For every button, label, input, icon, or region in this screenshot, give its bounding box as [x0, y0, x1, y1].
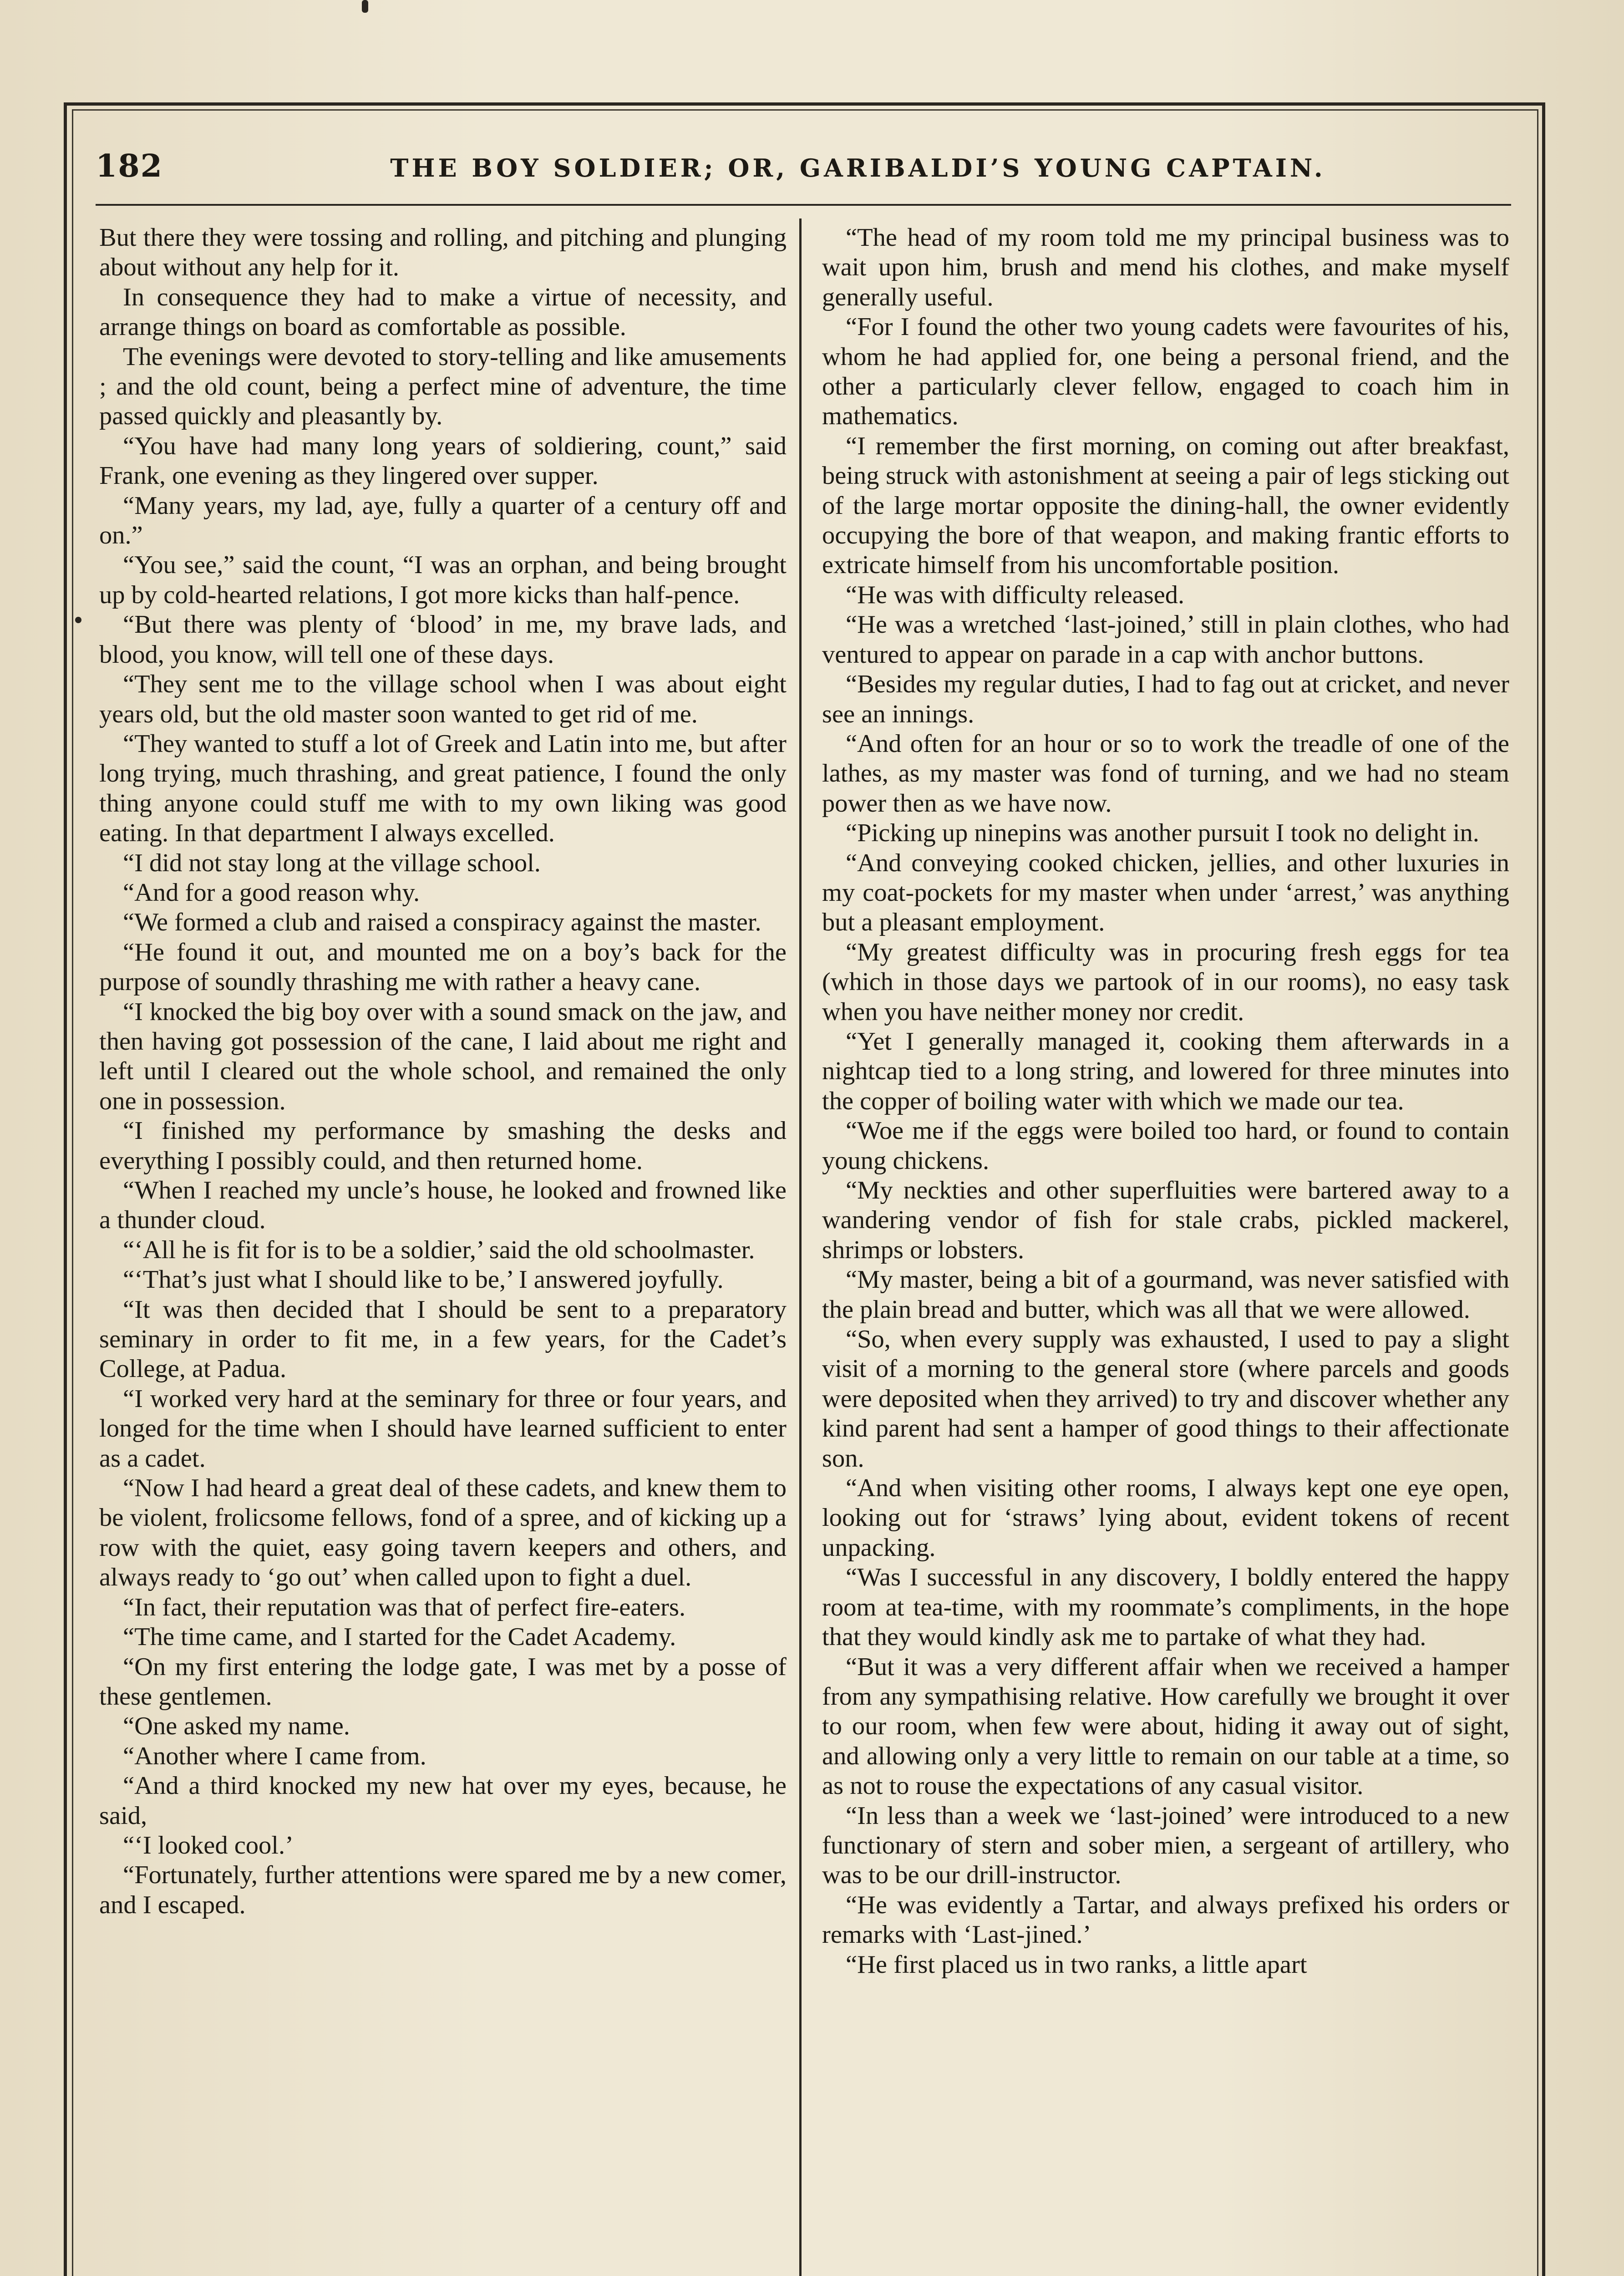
paragraph: “My neckties and other superfluities were bartered away to a wandering vendor of fish for stale crabs, pickled mackerel, shrimps or lobsters.	[822, 1176, 1509, 1264]
paragraph: “Besides my regular duties, I had to fag out at cricket, and never see an innings.	[822, 670, 1509, 728]
paragraph: “Many years, my lad, aye, fully a quarter of a century off and on.”	[99, 491, 787, 550]
paragraph: “And when visiting other rooms, I always kept one eye open, looking out for ‘straws’ lying about, evident tokens of recent unpacking.	[822, 1474, 1509, 1562]
paragraph: “But there was plenty of ‘blood’ in me, my brave lads, and blood, you know, will tell one of these days.	[99, 610, 787, 669]
paragraph: “And a third knocked my new hat over my eyes, because, he said,	[99, 1772, 787, 1830]
paragraph: But there they were tossing and rolling, and pitching and plunging about without any help for it.	[99, 224, 787, 282]
paragraph: “My greatest difficulty was in procuring fresh eggs for tea (which in those days we partook of in our rooms), no easy task when you have neither money nor credit.	[822, 938, 1509, 1026]
paragraph: “I finished my performance by smashing the desks and everything I possibly could, and then returned home.	[99, 1117, 787, 1175]
left-column	[99, 223, 787, 2276]
paragraph: “He was with difficulty released.	[846, 580, 1185, 609]
paragraph: “I remember the first morning, on coming out after breakfast, being struck with astonishment at seeing a pair of legs sticking out of the large mortar opposite the dining-hall, the owner evidently occupying the bore of that weapon, and making frantic efforts to extricate himself from his uncomfortable position.	[822, 432, 1509, 579]
paragraph: The evenings were devoted to story-telling and like amusements ; and the old count, being a perfect mine of adventure, the time passed quickly and pleasantly by.	[99, 342, 787, 431]
paragraph: “Was I successful in any discovery, I boldly entered the happy room at tea-time, with my roommate’s compliments, in the hope that they would kindly ask me to partake of what they had.	[822, 1563, 1509, 1651]
paragraph: “One asked my name.	[123, 1712, 350, 1741]
paragraph: “In less than a week we ‘last-joined’ were introduced to a new functionary of stern and sober mien, a sergeant of artillery, who was to be our drill-instructor.	[822, 1801, 1509, 1890]
paragraph: “‘I looked cool.’	[123, 1831, 294, 1859]
paragraph: “‘That’s just what I should like to be,’ I answered joyfully.	[123, 1265, 724, 1294]
paragraph: In consequence they had to make a virtue of necessity, and arrange things on board as comfortable as possible.	[99, 283, 787, 341]
paragraph: “For I found the other two young cadets were favourites of his, whom he had applied for, one being a personal friend, and the other a particularly clever fellow, engaged to coach him in mathematics.	[822, 313, 1509, 431]
paragraph: “When I reached my uncle’s house, he looked and frowned like a thunder cloud.	[99, 1176, 787, 1235]
paragraph: “You see,” said the count, “I was an orphan, and being brought up by cold-hearted relations, I got more kicks than half-pence.	[99, 551, 787, 609]
paragraph: “In fact, their reputation was that of perfect fire-eaters.	[123, 1593, 686, 1621]
paragraph: “And often for an hour or so to work the treadle of one of the lathes, as my master was fond of turning, and we had no steam power then as we have now.	[822, 729, 1509, 818]
paragraph: “So, when every supply was exhausted, I used to pay a slight visit of a morning to the general store (where parcels and goods were deposited when they arrived) to try and discover whether any kind parent had sent a hamper of good things to their affectionate son.	[822, 1325, 1509, 1473]
paragraph: “It was then decided that I should be sent to a preparatory seminary in order to fit me, in a few years, for the Cadet’s College, at Padua.	[99, 1295, 787, 1383]
paragraph: “I worked very hard at the seminary for three or four years, and longed for the time when I should have learned sufficient to enter as a cadet.	[99, 1384, 787, 1473]
paragraph: “He first placed us in two ranks, a little apart	[846, 1950, 1307, 1979]
paragraph: “And conveying cooked chicken, jellies, and other luxuries in my coat-pockets for my master when under ‘arrest,’ was anything but a pleasant employment.	[822, 848, 1509, 937]
paragraph: “‘All he is fit for is to be a soldier,’ said the old schoolmaster.	[123, 1235, 755, 1264]
paragraph: “On my first entering the lodge gate, I was met by a posse of these gentlemen.	[99, 1652, 787, 1711]
paragraph: “Another where I came from.	[123, 1742, 426, 1770]
page-number: 182	[96, 148, 163, 184]
paragraph: “I did not stay long at the village school.	[123, 848, 541, 877]
paragraph: “Woe me if the eggs were boiled too hard, or found to contain young chickens.	[822, 1117, 1509, 1175]
paragraph: “We formed a club and raised a conspiracy against the master.	[123, 908, 761, 937]
paragraph: “Picking up ninepins was another pursuit I took no delight in.	[846, 819, 1479, 848]
paragraph: “My master, being a bit of a gourmand, was never satisfied with the plain bread and butter, which was all that we were allowed.	[822, 1265, 1509, 1324]
running-title: THE BOY SOLDIER; OR, GARIBALDI’S YOUNG CAPTAIN.	[390, 153, 1326, 183]
paragraph: “The time came, and I started for the Cadet Academy.	[123, 1623, 676, 1651]
paragraph: “I knocked the big boy over with a sound smack on the jaw, and then having got possession of the cane, I laid about me right and left until I cleared out the whole school, and remained the only one in possession.	[99, 997, 787, 1115]
paragraph: “The head of my room told me my principal business was to wait upon him, brush and mend his clothes, and make myself generally useful.	[822, 224, 1509, 311]
paragraph: “Fortunately, further attentions were spared me by a new comer, and I escaped.	[99, 1861, 787, 1919]
paragraph: “Yet I generally managed it, cooking them afterwards in a nightcap tied to a long string, and lowered for three minutes into the copper of boiling water with which we made our tea.	[822, 1027, 1509, 1115]
header-rule	[96, 204, 1511, 206]
paragraph: “They sent me to the village school when I was about eight years old, but the old master soon wanted to get rid of me.	[99, 670, 787, 728]
page-header	[96, 143, 1511, 193]
column-divider	[799, 218, 802, 2276]
paragraph: “You have had many long years of soldiering, count,” said Frank, one evening as they lingered over supper.	[99, 432, 787, 490]
paragraph: “But it was a very different affair when we received a hamper from any sympathising relative. How carefully we brought it over to our room, when few were about, hiding it away out of sight, and allowing only a very little to remain on our table at a time, so as not to rouse the expectations of any casual visitor.	[822, 1652, 1509, 1800]
paragraph: “He was a wretched ‘last-joined,’ still in plain clothes, who had ventured to appear on parade in a cap with anchor buttons.	[822, 610, 1509, 669]
paragraph: “Now I had heard a great deal of these cadets, and knew them to be violent, frolicsome fellows, fond of a spree, and of kicking up a row with the quiet, easy going tavern keepers and others, and always ready to ‘go out’ when called upon to fight a duel.	[99, 1474, 787, 1592]
paragraph: “And for a good reason why.	[123, 878, 420, 907]
ink-blot	[362, 0, 368, 13]
paragraph: “He was evidently a Tartar, and always prefixed his orders or remarks with ‘Last-jined.’	[822, 1890, 1509, 1949]
paragraph: “He found it out, and mounted me on a boy’s back for the purpose of soundly thrashing me with rather a heavy cane.	[99, 938, 787, 996]
right-column	[822, 223, 1509, 2276]
paragraph: “They wanted to stuff a lot of Greek and Latin into me, but after long trying, much thrashing, and great patience, I found the only thing anyone could stuff me with to my own liking was good eating. In that department I always excelled.	[99, 729, 787, 848]
